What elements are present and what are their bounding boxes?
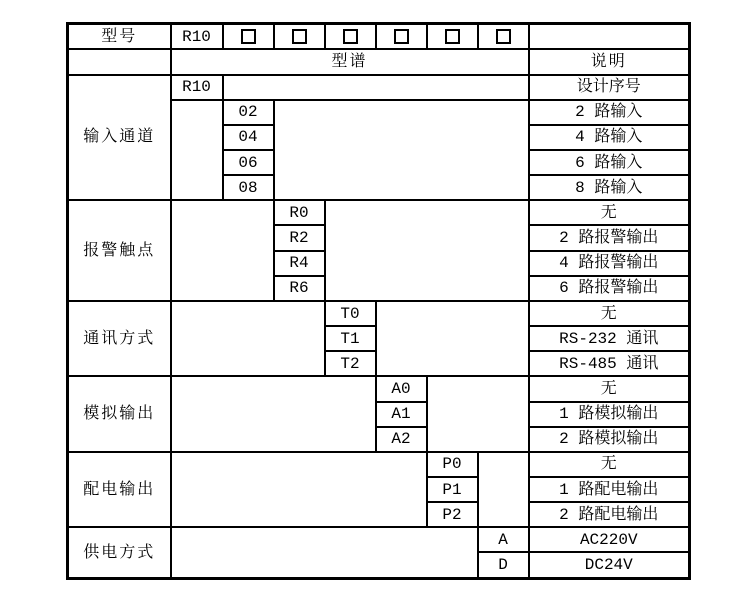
design-code-cell: R10 bbox=[171, 75, 223, 100]
option-description-cell: AC220V bbox=[529, 527, 690, 552]
option-description-cell: 2 路报警输出 bbox=[529, 225, 690, 250]
option-code-cell: A bbox=[478, 527, 529, 552]
model-digit-cell bbox=[325, 24, 376, 50]
option-description-cell: 无 bbox=[529, 376, 690, 401]
section-label-input-channels: 输入通道 bbox=[68, 75, 171, 201]
checkbox-placeholder-icon bbox=[292, 29, 307, 44]
section-label-analog-output: 模拟输出 bbox=[68, 376, 171, 451]
spacer-cell bbox=[171, 200, 274, 301]
spacer-cell bbox=[478, 452, 529, 527]
section-label-power-supply: 供电方式 bbox=[68, 527, 171, 578]
spacer-cell bbox=[68, 49, 171, 74]
spacer-cell bbox=[171, 376, 376, 451]
option-code-cell: A1 bbox=[376, 402, 427, 427]
option-row bbox=[68, 376, 690, 401]
spacer-cell bbox=[427, 376, 529, 451]
option-code-cell: R4 bbox=[274, 251, 325, 276]
option-code-cell: P1 bbox=[427, 477, 478, 502]
spacer-cell bbox=[171, 527, 478, 578]
option-code-cell: 06 bbox=[223, 150, 274, 175]
option-description-cell: 2 路配电输出 bbox=[529, 502, 690, 527]
option-code-cell: T2 bbox=[325, 351, 376, 376]
option-description-cell: 6 路输入 bbox=[529, 150, 690, 175]
model-digit-cell bbox=[376, 24, 427, 50]
model-digit-cell bbox=[427, 24, 478, 50]
option-description-cell: 无 bbox=[529, 301, 690, 326]
design-description-cell: 设计序号 bbox=[529, 75, 690, 100]
spacer-cell bbox=[223, 75, 529, 100]
option-code-cell: A0 bbox=[376, 376, 427, 401]
option-description-cell: 1 路模拟输出 bbox=[529, 402, 690, 427]
option-code-cell: P0 bbox=[427, 452, 478, 477]
section-label-distribution-output: 配电输出 bbox=[68, 452, 171, 527]
option-description-cell: 1 路配电输出 bbox=[529, 477, 690, 502]
option-row bbox=[68, 452, 690, 477]
option-description-cell: 4 路输入 bbox=[529, 125, 690, 150]
model-label-cell: 型号 bbox=[68, 24, 171, 50]
option-description-cell: 8 路输入 bbox=[529, 175, 690, 200]
spectrum-header-cell: 型谱 bbox=[171, 49, 529, 74]
option-code-cell: P2 bbox=[427, 502, 478, 527]
option-description-cell: 无 bbox=[529, 452, 690, 477]
option-code-cell: 08 bbox=[223, 175, 274, 200]
spacer-cell bbox=[376, 301, 529, 376]
description-header-cell: 说明 bbox=[529, 49, 690, 74]
option-description-cell: DC24V bbox=[529, 552, 690, 578]
spacer-cell bbox=[171, 100, 223, 201]
model-digit-cell bbox=[478, 24, 529, 50]
option-description-cell: 2 路输入 bbox=[529, 100, 690, 125]
spacer-cell bbox=[274, 100, 529, 201]
option-code-cell: T0 bbox=[325, 301, 376, 326]
option-description-cell: RS-232 通讯 bbox=[529, 326, 690, 351]
option-code-cell: T1 bbox=[325, 326, 376, 351]
option-code-cell: R2 bbox=[274, 225, 325, 250]
model-digit-cell bbox=[223, 24, 274, 50]
model-prefix-cell: R10 bbox=[171, 24, 223, 50]
option-code-cell: R6 bbox=[274, 276, 325, 301]
checkbox-placeholder-icon bbox=[241, 29, 256, 44]
option-description-cell: 4 路报警输出 bbox=[529, 251, 690, 276]
model-spectrum-table bbox=[66, 22, 691, 580]
option-code-cell: A2 bbox=[376, 427, 427, 452]
spacer-cell bbox=[529, 24, 690, 50]
option-row bbox=[68, 301, 690, 326]
option-code-cell: R0 bbox=[274, 200, 325, 225]
spacer-cell bbox=[171, 301, 325, 376]
checkbox-placeholder-icon bbox=[343, 29, 358, 44]
spacer-cell bbox=[325, 200, 529, 301]
option-code-cell: 02 bbox=[223, 100, 274, 125]
option-row bbox=[68, 527, 690, 552]
option-code-cell: D bbox=[478, 552, 529, 578]
design-row bbox=[68, 75, 690, 100]
option-description-cell: RS-485 通讯 bbox=[529, 351, 690, 376]
option-row bbox=[68, 200, 690, 225]
header-row bbox=[68, 49, 690, 74]
option-description-cell: 无 bbox=[529, 200, 690, 225]
spacer-cell bbox=[171, 452, 427, 527]
section-label-alarm-contacts: 报警触点 bbox=[68, 200, 171, 301]
model-row bbox=[68, 24, 690, 50]
option-description-cell: 6 路报警输出 bbox=[529, 276, 690, 301]
checkbox-placeholder-icon bbox=[445, 29, 460, 44]
model-digit-cell bbox=[274, 24, 325, 50]
checkbox-placeholder-icon bbox=[496, 29, 511, 44]
option-code-cell: 04 bbox=[223, 125, 274, 150]
option-description-cell: 2 路模拟输出 bbox=[529, 427, 690, 452]
checkbox-placeholder-icon bbox=[394, 29, 409, 44]
section-label-communication: 通讯方式 bbox=[68, 301, 171, 376]
